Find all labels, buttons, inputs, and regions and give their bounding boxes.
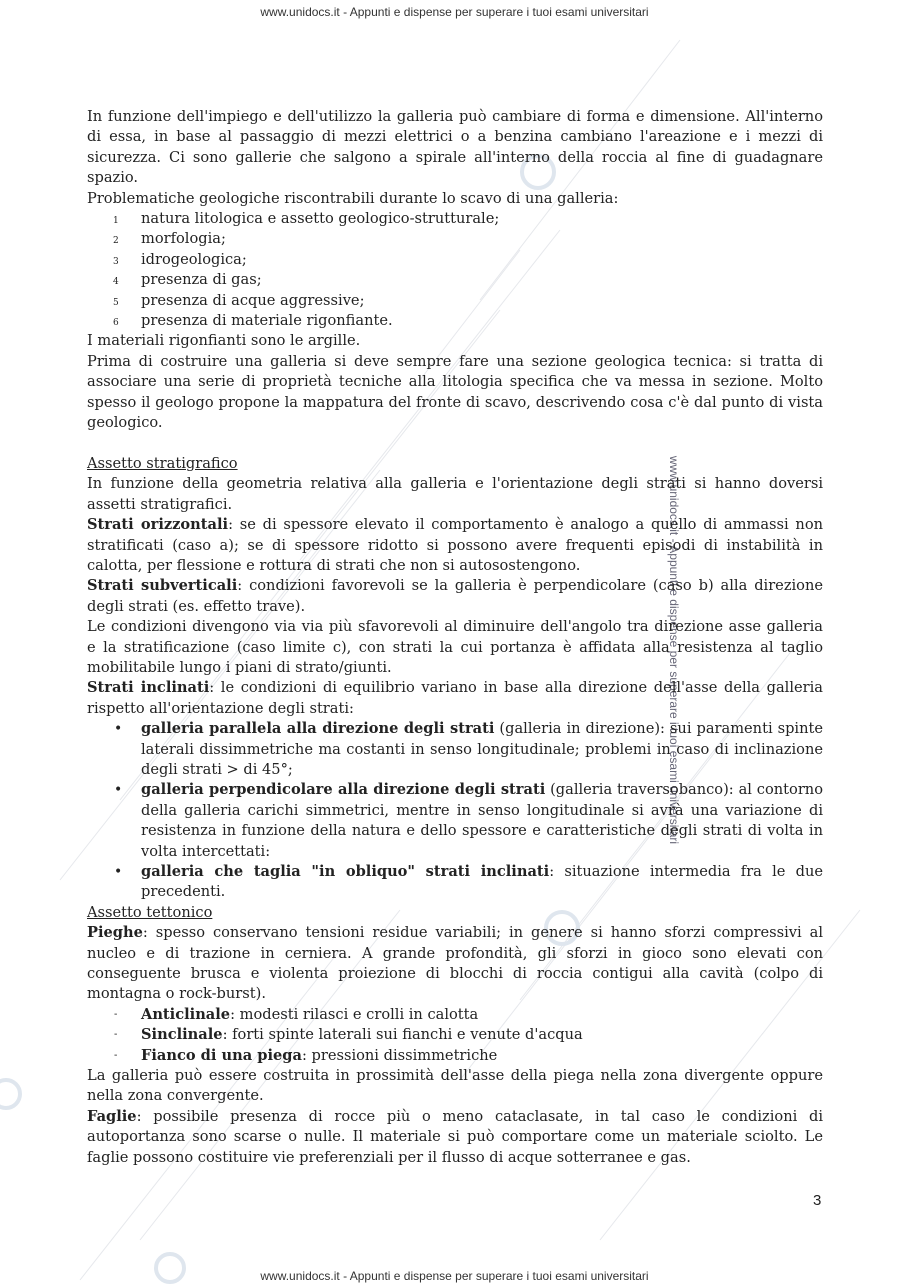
condizioni-paragraph: Le condizioni divengono via via più sfavorevoli al diminuire dell'angolo tra direzione asse galleria e la stratificazione (caso limite c), con strati la cui portanza è affidata alla resistenza al taglio mobilitabile lungo i piani di strato/giunti.: [87, 618, 823, 676]
section-heading-stratigrafico: Assetto stratigrafico: [87, 454, 238, 472]
list-item: - Sinclinale: forti spinte laterali sui fianchi e venute d'acqua: [114, 1026, 583, 1044]
faglie-paragraph: Faglie: possibile presenza di rocce più o meno cataclasate, in tal caso le condizioni di autoportanza sono scarse o nulle. Il materiale si può comportare come un materiale sciolto. Le faglie possono costituire vie preferenziali per il flusso di acque sotterranee e gas.: [87, 1107, 823, 1166]
document-body: [87, 107, 823, 1168]
list-item: 5 presenza di acque aggressive;: [113, 291, 365, 309]
list-item: - Anticlinale: modesti rilasci e crolli in calotta: [114, 1005, 479, 1023]
galleria-piega-paragraph: La galleria può essere costruita in prossimità dell'asse della piega nella zona divergente oppure nella zona convergente.: [87, 1067, 823, 1105]
list-item: 4 presenza di gas;: [113, 271, 262, 289]
watermark-header: www.unidocs.it - Appunti e dispense per superare i tuoi esami universitari: [260, 5, 649, 19]
problems-list: [87, 209, 823, 331]
watermark-logo-icon: [0, 1080, 20, 1108]
list-item: 2 morfologia;: [113, 230, 226, 248]
argille-paragraph: I materiali rigonfianti sono le argille.: [87, 332, 361, 350]
section-heading-tettonico: Assetto tettonico: [87, 903, 213, 921]
sezione-paragraph: Prima di costruire una galleria si deve sempre fare una sezione geologica tecnica: si tratta di associare una serie di proprietà tecniche alla litologia specifica che va messa in sezione. Molto spesso il geologo propone la mappatura del fronte di scavo, descrivendo cosa c'è dal punto di vista geologico.: [87, 352, 823, 432]
list-item: • galleria parallela alla direzione degli strati (galleria in direzione): sui paramenti spinte laterali dissimmetriche ma costanti in senso longitudinale; problemi in caso di inclinazione degli strati > di 45°;: [114, 720, 824, 778]
page-number: 3: [813, 1192, 822, 1209]
list-item: 1 natura litologica e assetto geologico-strutturale;: [113, 210, 500, 228]
strati-orizzontali-paragraph: Strati orizzontali: se di spessore elevato il comportamento è analogo a quello di ammassi non stratificati (caso a); se di spessore ridotto si possono avere frequenti episodi di instabilità in calotta, per flessione e rottura di strati che non si autosostengono.: [87, 516, 824, 574]
stratigrafico-intro: In funzione della geometria relativa alla galleria e l'orientazione degli strati si hanno doversi assetti stratigrafici.: [87, 475, 823, 513]
watermark-right: www.unidocs.it - Appunti e dispense per superare i tuoi esami universitari: [667, 455, 682, 845]
list-item: • galleria perpendicolare alla direzione degli strati (galleria traversobanco): al contorno della galleria carichi simmetrici, mentre in senso longitudinale si avrà una variazione di resistenza in funzione della natura e dello spessore e caratteristiche degli strati di volta in volta intercettati:: [114, 781, 823, 860]
list-item: 3 idrogeologica;: [113, 250, 247, 268]
strati-subverticali-paragraph: Strati subverticali: condizioni favorevoli se la galleria è perpendicolare (caso b) alla direzione degli strati (es. effetto trave).: [87, 577, 823, 615]
problems-intro: Problematiche geologiche riscontrabili durante lo scavo di una galleria:: [87, 189, 619, 207]
list-item: • galleria che taglia "in obliquo" strati inclinati: situazione intermedia fra le due precedenti.: [114, 863, 823, 901]
pieghe-list: [87, 1005, 823, 1066]
pieghe-paragraph: Pieghe: spesso conservano tensioni residue variabili; in genere si hanno sforzi compressivi al nucleo e di trazione in cerniera. A grande profondità, gli sforzi in gioco sono elevati con conseguente brusca e violenta proiezione di blocchi di roccia contigui alla cavità (colpo di montagna o rock-burst).: [87, 924, 823, 1003]
intro-paragraph: In funzione dell'impiego e dell'utilizzo la galleria può cambiare di forma e dimensione. All'interno di essa, in base al passaggio di mezzi elettrici o a benzina cambiano l'areazione e i mezzi di sicurezza. Ci sono gallerie che salgono a spirale all'interno della roccia al fine di guadagnare spazio.: [87, 108, 823, 187]
list-item: - Fianco di una piega: pressioni dissimmetriche: [114, 1046, 498, 1064]
watermark-footer: www.unidocs.it - Appunti e dispense per superare i tuoi esami universitari: [260, 1269, 649, 1283]
inclinati-list: [87, 719, 823, 903]
list-item: 6 presenza di materiale rigonfiante.: [113, 312, 393, 330]
strati-inclinati-paragraph: Strati inclinati: le condizioni di equilibrio variano in base alla direzione dell'asse della galleria rispetto all'orientazione degli strati:: [87, 679, 823, 717]
